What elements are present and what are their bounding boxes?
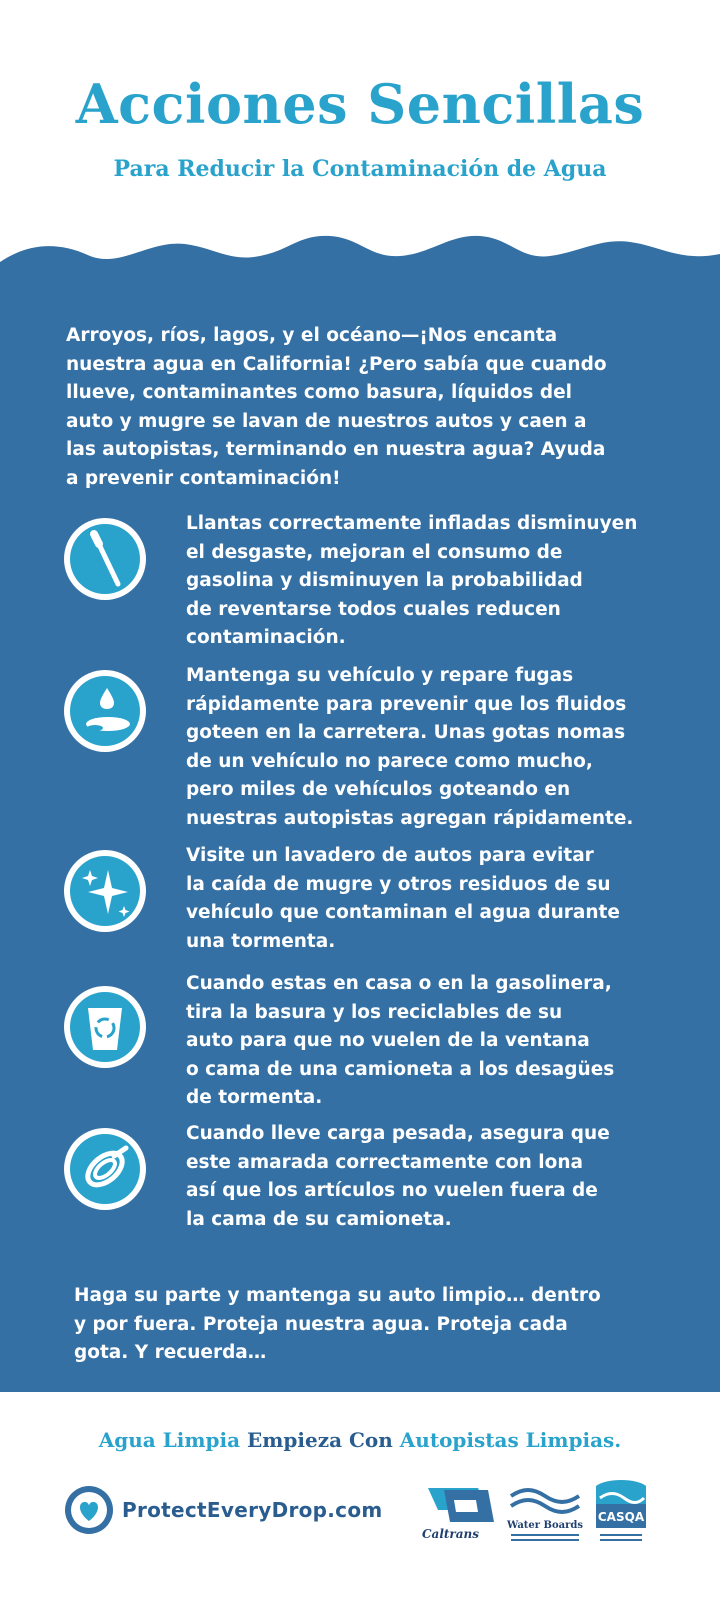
casqa-wordmark: CASQA	[597, 1510, 645, 1524]
heart-drop-icon	[64, 1485, 114, 1535]
page-title: Acciones Sencillas	[75, 72, 645, 136]
intro-line: las autopistas, terminando en nuestra agua? Ayuda	[66, 439, 606, 460]
tagline-part: Empieza Con	[240, 1428, 400, 1452]
tip-line: goteen en la carretera. Unas gotas nomas	[186, 722, 626, 743]
protect-every-drop-logo[interactable]	[64, 1485, 394, 1541]
tip-text	[186, 842, 686, 956]
tip-line: pero miles de vehículos goteando en	[186, 779, 571, 800]
outro-paragraph	[74, 1282, 674, 1368]
tire-gauge-icon	[62, 516, 148, 602]
page-subtitle: Para Reducir la Contaminación de Agua	[113, 156, 607, 182]
tagline	[0, 1428, 720, 1452]
tip-line: Llantas correctamente infladas disminuyen	[186, 513, 638, 534]
caltrans-logo	[418, 1482, 498, 1544]
tip-line: o cama de una camioneta a los desagües	[186, 1058, 615, 1080]
intro-paragraph	[66, 322, 666, 493]
tip-line: de un vehículo no parece como mucho,	[186, 750, 593, 772]
tip-line: contaminación.	[186, 627, 346, 648]
intro-line: auto y mugre se lavan de nuestros autos y caen a	[66, 410, 587, 432]
intro-line: llueve, contaminantes como basura, líquidos del	[66, 382, 572, 403]
tagline-part: Autopistas Limpias.	[399, 1428, 622, 1452]
intro-line: nuestra agua en California! ¿Pero sabía que cuando	[66, 353, 607, 375]
tip-line: una tormenta.	[186, 930, 336, 952]
tip-text	[186, 1120, 686, 1234]
tip-line: Cuando lleve carga pesada, asegura que	[186, 1123, 610, 1144]
tip-line: así que los artículos no vuelen fuera de	[186, 1180, 598, 1201]
website-link[interactable]: ProtectEveryDrop.com	[122, 1498, 383, 1522]
tip-line: la cama de su camioneta.	[186, 1208, 452, 1230]
tip-line: tira la basura y los reciclables de su	[186, 1001, 563, 1023]
oil-drip-icon	[62, 668, 148, 754]
tip-line: este amarada correctamente con lona	[186, 1151, 583, 1173]
tip-line: auto para que no vuelen de la ventana	[186, 1030, 590, 1051]
tip-line: Cuando estas en casa o en la gasolinera,	[186, 973, 612, 994]
tip-line: la caída de mugre y otros residuos de su	[186, 873, 611, 895]
rope-icon	[62, 1126, 148, 1212]
tip-line: gasolina y disminuyen la probabilidad	[186, 570, 583, 591]
sparkle-clean-icon	[62, 848, 148, 934]
water-boards-wordmark: Water Boards	[506, 1520, 584, 1531]
header	[0, 0, 720, 260]
content-panel	[0, 262, 720, 1392]
tip-line: Visite un lavadero de autos para evitar	[186, 845, 594, 866]
intro-line: a prevenir contaminación!	[66, 467, 341, 489]
intro-line: Arroyos, ríos, lagos, y el océano—¡Nos encanta	[66, 325, 558, 346]
tip-line: vehículo que contaminan el agua durante	[186, 902, 620, 923]
outro-line: Haga su parte y mantenga su auto limpio… dentro	[74, 1285, 601, 1306]
casqa-logo	[592, 1478, 650, 1546]
water-boards-logo	[505, 1482, 585, 1544]
tagline-part: Agua Limpia	[98, 1428, 241, 1452]
tip-line: rápidamente para prevenir que los fluidos	[186, 693, 627, 715]
tip-text	[186, 662, 686, 833]
tip-text	[186, 510, 686, 653]
tip-line: Mantenga su vehículo y repare fugas	[186, 665, 574, 686]
tip-line: de reventarse todos cuales reducen	[186, 598, 561, 620]
recycle-bin-icon	[62, 984, 148, 1070]
tip-line: de tormenta.	[186, 1087, 323, 1108]
tip-line: el desgaste, mejoran el consumo de	[186, 541, 563, 563]
outro-line: y por fuera. Proteja nuestra agua. Proteja cada	[74, 1313, 568, 1335]
caltrans-wordmark: Caltrans	[422, 1527, 480, 1541]
tip-text	[186, 970, 686, 1113]
outro-line: gota. Y recuerda…	[74, 1342, 267, 1363]
tip-line: nuestras autopistas agregan rápidamente.	[186, 807, 634, 829]
